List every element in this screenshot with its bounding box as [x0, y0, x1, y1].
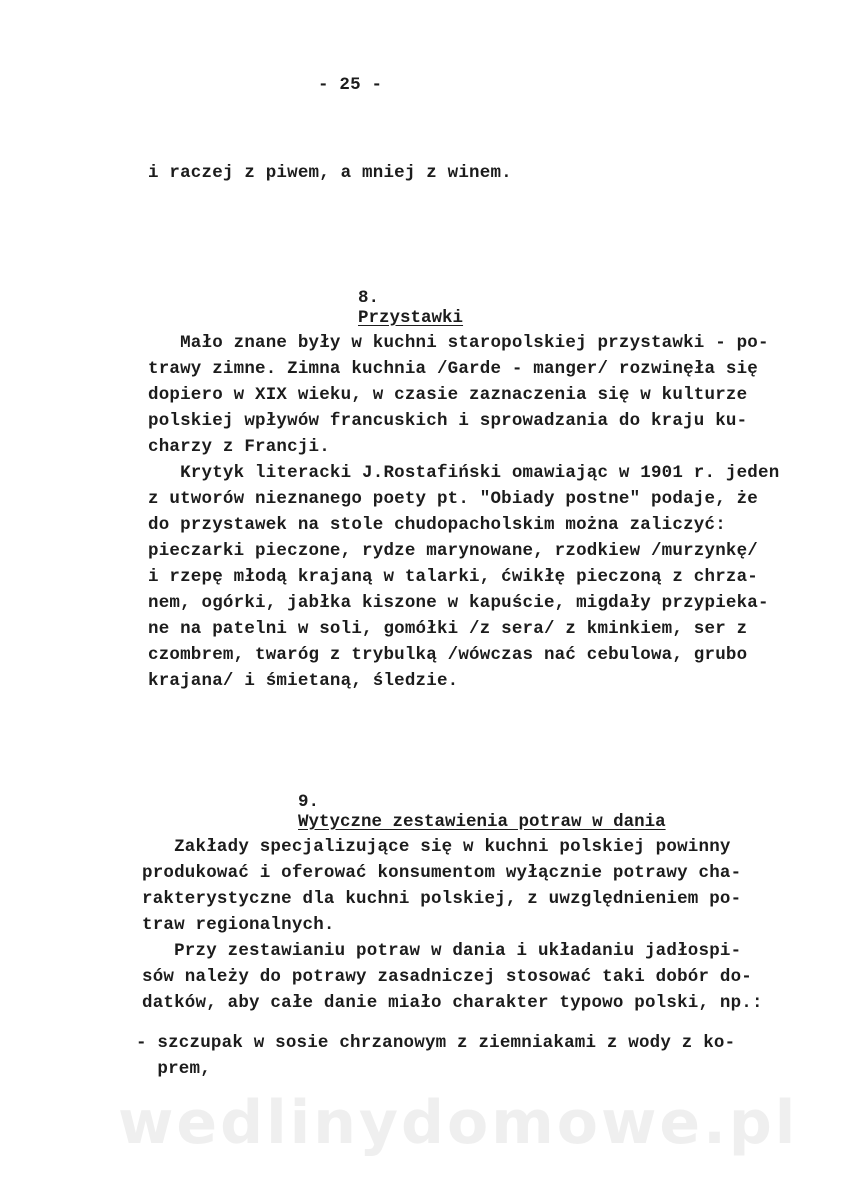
paragraph-line: do przystawek na stole chudopacholskim można zaliczyć:: [148, 515, 726, 535]
intro-line: i raczej z piwem, a mniej z winem.: [148, 163, 512, 183]
section-9-number: 9.: [298, 792, 320, 812]
paragraph-line: Zakłady specjalizujące się w kuchni polskiej powinny: [142, 837, 731, 857]
paragraph-line: krajana/ i śmietaną, śledzie.: [148, 671, 459, 691]
paragraph-line: Mało znane były w kuchni staropolskiej przystawki - po-: [148, 333, 769, 353]
section-8-number: 8.: [358, 288, 380, 308]
paragraph-line: rakterystyczne dla kuchni polskiej, z uwzględnieniem po-: [142, 889, 742, 909]
paragraph-line: datków, aby całe danie miało charakter typowo polski, np.:: [142, 993, 763, 1013]
section-8-title: Przystawki: [358, 308, 464, 328]
paragraph-line: polskiej wpływów francuskich i sprowadzania do kraju ku-: [148, 411, 748, 431]
list-item-line: - szczupak w sosie chrzanowym z ziemniakami z wody z ko-: [136, 1033, 736, 1053]
paragraph-line: charzy z Francji.: [148, 437, 330, 457]
section-9-title: Wytyczne zestawienia potraw w dania: [298, 812, 666, 832]
paragraph-line: Krytyk literacki J.Rostafiński omawiając w 1901 r. jeden: [148, 463, 780, 483]
paragraph-line: dopiero w XIX wieku, w czasie zaznaczenia się w kulturze: [148, 385, 748, 405]
paragraph-line: Przy zestawianiu potraw w dania i układaniu jadłospi-: [142, 941, 742, 961]
paragraph-line: pieczarki pieczone, rydze marynowane, rzodkiew /murzynkę/: [148, 541, 758, 561]
paragraph-line: i rzepę młodą krajaną w talarki, ćwikłę pieczoną z chrza-: [148, 567, 758, 587]
page-number: - 25 -: [318, 75, 383, 95]
watermark: wedlinydomowe.pl: [118, 1088, 799, 1158]
paragraph-line: sów należy do potrawy zasadniczej stosować taki dobór do-: [142, 967, 752, 987]
paragraph-line: produkować i oferować konsumentom wyłącznie potrawy cha-: [142, 863, 742, 883]
paragraph-line: z utworów nieznanego poety pt. "Obiady postne" podaje, że: [148, 489, 758, 509]
paragraph-line: nem, ogórki, jabłka kiszone w kapuście, migdały przypieka-: [148, 593, 769, 613]
paragraph-line: traw regionalnych.: [142, 915, 335, 935]
paragraph-line: ne na patelni w soli, gomółki /z sera/ z kminkiem, ser z: [148, 619, 748, 639]
paragraph-line: trawy zimne. Zimna kuchnia /Garde - manger/ rozwinęła się: [148, 359, 758, 379]
paragraph-line: czombrem, twaróg z trybulką /wówczas nać cebulowa, grubo: [148, 645, 748, 665]
list-item-line: prem,: [136, 1059, 211, 1079]
